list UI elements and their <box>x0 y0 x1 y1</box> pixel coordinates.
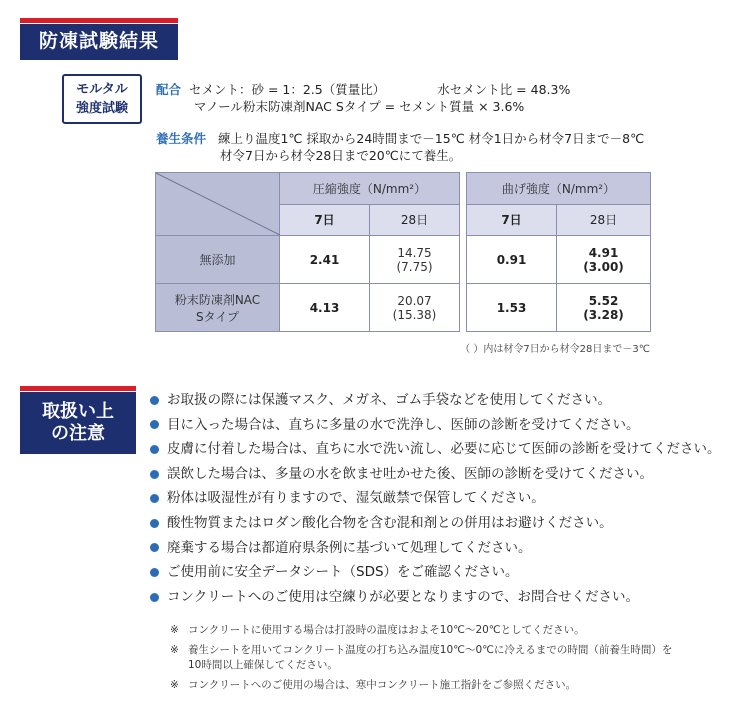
table-note: （ ）内は材令7日から材令28日まで－3℃ <box>460 344 650 355</box>
table-row <box>156 236 651 284</box>
bullet-icon <box>150 494 159 503</box>
bullet-icon <box>150 420 159 429</box>
section-title: 取扱い上 の注意 <box>20 392 136 454</box>
water-cement-ratio: 水セメント比 = 48.3% <box>437 82 571 97</box>
col-b28: 28日 <box>557 204 651 236</box>
compressive-strength-header: 圧縮強度（N/mm²） <box>280 173 460 205</box>
table-header-row <box>156 173 651 205</box>
section-header-antifreeze-test <box>20 18 178 60</box>
list-item: 皮膚に付着した場合は、直ちに水で洗い流し、必要に応じて医師の診断を受けてください。 <box>150 437 721 462</box>
footnotes <box>170 623 672 698</box>
cell-value: 1.53 <box>467 284 557 332</box>
bullet-icon <box>150 519 159 528</box>
diagonal-line <box>156 173 280 235</box>
curing-label: 養生条件 <box>156 131 207 146</box>
list-item: 廃棄する場合は都道府県条例に基づいて処理してください。 <box>150 536 721 561</box>
list-item: ご使用前に安全データシート（SDS）をご確認ください。 <box>150 560 721 585</box>
col-c7: 7日 <box>280 204 370 236</box>
mortar-box-line2: 強度試験 <box>75 101 128 116</box>
mix-label: 配合 <box>156 82 182 97</box>
row-label: 粉末防凍剤NAC Sタイプ <box>156 284 280 332</box>
bullet-icon <box>150 470 159 479</box>
bullet-icon <box>150 396 159 405</box>
bullet-icon <box>150 593 159 602</box>
curing-info-line2: 材令7日から材令28日まで20℃にて養生。 <box>220 148 462 163</box>
table-corner-cell <box>156 173 280 236</box>
cell-value: 2.41 <box>280 236 370 284</box>
header-red-bar <box>20 386 136 391</box>
bullet-icon <box>150 543 159 552</box>
cell-value: 4.13 <box>280 284 370 332</box>
section-header-handling-precautions <box>20 386 136 454</box>
cell-value: 5.52 (3.28) <box>557 284 651 332</box>
bullet-icon <box>150 568 159 577</box>
mix-ratio: セメント：砂 = 1：2.5（質量比） <box>188 82 386 97</box>
section-title: 防凍試験結果 <box>20 24 178 60</box>
mortar-box-line1: モルタル <box>76 82 128 97</box>
row-label: 無添加 <box>156 236 280 284</box>
header-red-bar <box>20 18 178 23</box>
list-item: お取扱の際には保護マスク、メガネ、ゴム手袋などを使用してください。 <box>150 388 721 413</box>
col-b7: 7日 <box>467 204 557 236</box>
table-row <box>156 284 651 332</box>
mortar-strength-test-label <box>62 74 142 124</box>
bending-strength-header: 曲げ強度（N/mm²） <box>467 173 651 205</box>
mix-info-line2: マノール粉末防凍剤NAC Sタイプ = セメント質量 × 3.6% <box>194 99 525 114</box>
footnote: ※ 養生シートを用いてコンクリート温度の打ち込み温度10℃～0℃に冷えるまでの時間（前養生時間）を 10時間以上確保してください。 <box>170 644 673 671</box>
list-item: コンクリートへのご使用は空練りが必要となりますので、お問合せください。 <box>150 585 721 610</box>
cell-value: 0.91 <box>467 236 557 284</box>
list-item: 酸性物質またはロダン酸化合物を含む混和剤との併用はお避けください。 <box>150 511 721 536</box>
footnote: ※ コンクリートへのご使用の場合は、寒中コンクリート施工指針をご参照ください。 <box>170 679 577 691</box>
bullet-icon <box>150 445 159 454</box>
precautions-list <box>150 388 721 609</box>
cell-value: 4.91 (3.00) <box>557 236 651 284</box>
cell-value: 20.07 (15.38) <box>370 284 460 332</box>
mix-info-line1 <box>156 80 570 98</box>
list-item: 誤飲した場合は、多量の水を飲ませ吐かせた後、医師の診断を受けてください。 <box>150 462 721 487</box>
results-table <box>155 172 651 332</box>
col-c28: 28日 <box>370 204 460 236</box>
cell-value: 14.75 (7.75) <box>370 236 460 284</box>
list-item: 粉体は吸湿性が有りますので、湿気厳禁で保管してください。 <box>150 486 721 511</box>
curing-condition-1: 練上り温度1℃ 採取から24時間まで－15℃ 材令1日から材令7日まで－8℃ <box>217 131 645 146</box>
list-item: 目に入った場合は、直ちに多量の水で洗浄し、医師の診断を受けてください。 <box>150 413 721 438</box>
curing-info-line1 <box>156 129 644 147</box>
footnote: ※ コンクリートに使用する場合は打設時の温度はおよそ10℃～20℃としてください。 <box>170 624 585 636</box>
